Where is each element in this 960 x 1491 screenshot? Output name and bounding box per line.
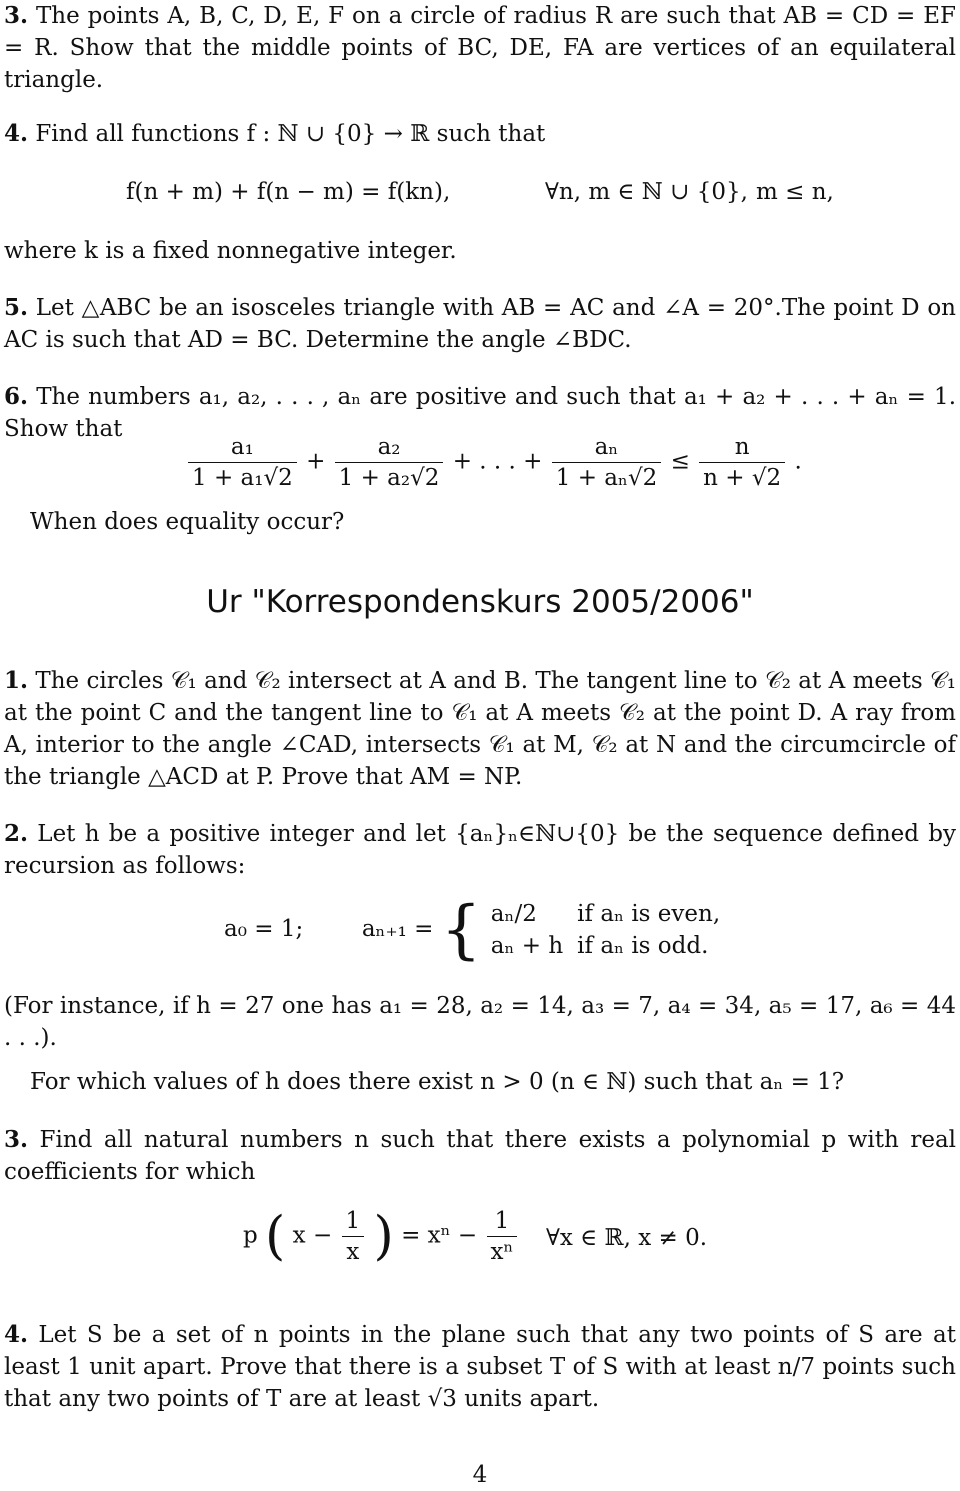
question-text: Let h be a positive integer and let {aₙ}ₙ∈ℕ∪{0} be the sequence defined by recursion as follows: — [4, 821, 956, 879]
fraction-one-over-xn: $\frac{1}{\text{xⁿ}}$ — [487, 1206, 518, 1267]
equation-condition: ∀n, m ∈ ℕ ∪ {0}, — [545, 179, 748, 205]
question-text: Let S be a set of n points in the plane such that any two points of S are at least 1 unit apart. Prove that there is a subset T of S with at least n/7 points such that any two points of T are at least √3 units apart. — [4, 1322, 956, 1412]
page-number: 4 — [472, 1462, 488, 1488]
problem-6-question: When does equality occur? — [30, 509, 345, 535]
question-number: 2. — [4, 820, 29, 847]
question-text: Find all natural numbers n such that there exists a polynomial p with real coefficients for which — [4, 1127, 957, 1185]
problem-text: The numbers a₁, a₂, . . . , aₙ are positive and such that a₁ + a₂ + . . . + aₙ = 1. Show that — [4, 384, 957, 442]
question-2 — [4, 818, 956, 882]
left-brace: { — [440, 893, 482, 967]
problem-number: 6. — [4, 383, 29, 410]
problem-text: Find all functions f : ℕ ∪ {0} → ℝ such that — [35, 121, 546, 147]
problem-number: 3. — [4, 2, 29, 29]
case-row: aₙ + h if aₙ is odd. — [490, 933, 709, 959]
fraction-1: $\frac{\text{a₁}}{\text{1 + a₁√2}}$ — [188, 432, 297, 493]
section-title: Ur "Korrespondenskurs 2005/2006" — [206, 584, 754, 620]
question-number: 4. — [4, 1321, 29, 1348]
inequality: $\frac{\text{a₁}}{\text{1 + a₁√2}}$ + $\frac{\text{a₂}}{\text{1 + a₂√2}}$ + . . . + $\frac{\text{aₙ}}{\text{1 + aₙ√2}}$ ≤ $\frac{n}{n + √2}$ . — [186, 432, 802, 493]
question-number: 1. — [4, 667, 29, 694]
problem-number: 5. — [4, 294, 29, 321]
question-1 — [4, 665, 956, 793]
problem-text: The points A, B, C, D, E, F on a circle of radius R are such that AB = CD = EF = R. Show that the middle points of BC, DE, FA are vertices of an equilateral triangle. — [4, 3, 956, 93]
problem-number: 4. — [4, 120, 29, 147]
question-4 — [4, 1319, 956, 1415]
equation-left: f(n + m) + f(n − m) = f(kn), — [126, 179, 451, 205]
fraction-one-over-x: $\frac{1}{x}$ — [342, 1206, 365, 1267]
fraction-3: $\frac{\text{aₙ}}{\text{1 + aₙ√2}}$ — [552, 432, 661, 493]
question-2-instance: (For instance, if h = 27 one has a₁ = 28, a₂ = 14, a₃ = 7, a₄ = 34, a₅ = 17, a₆ = 44 . . .). — [4, 993, 956, 1051]
problem-5 — [4, 292, 956, 356]
fraction-2: $\frac{\text{a₂}}{\text{1 + a₂√2}}$ — [335, 432, 444, 493]
problem-text: Let △ABC be an isosceles triangle with AB = AC and ∠A = 20°.The point D on AC is such that AD = BC. Determine the angle ∠BDC. — [4, 295, 956, 353]
case-row: aₙ/2 if aₙ is even, — [490, 901, 721, 927]
question-2-question: For which values of h does there exist n > 0 (n ∈ ℕ) such that aₙ = 1? — [30, 1069, 845, 1095]
question-3 — [4, 1124, 956, 1188]
problem-3 — [4, 0, 956, 96]
question-text: The circles 𝒞₁ and 𝒞₂ intersect at A and B. The tangent line to 𝒞₂ at A meets 𝒞₁ at the point C and the tangent line to 𝒞₁ at A meets 𝒞₂ at the point D. A ray from A, interior to the angle ∠CAD, intersects 𝒞₁ at M, 𝒞₂ at N and the circumcircle of the triangle △ACD at P. Prove that AM = NP. — [4, 668, 956, 790]
question-number: 3. — [4, 1126, 29, 1153]
problem-4 — [4, 118, 956, 150]
polynomial-condition: ∀x ∈ ℝ, x ≠ 0. — [546, 1225, 708, 1251]
cases-table — [489, 897, 734, 963]
functional-equation — [126, 176, 450, 208]
fraction-4: $\frac{n}{n + √2}$ — [699, 432, 785, 493]
polynomial-equation: p ( x − $\frac{1}{x}$ ) = xⁿ − $\frac{1}{\text{xⁿ}}$ — [243, 1206, 519, 1267]
problem-4-after: where k is a fixed nonnegative integer. — [4, 238, 457, 264]
equation-condition-2: m ≤ n, — [756, 179, 834, 205]
recursion-formula: a₀ = 1; aₙ₊₁ = { aₙ/2 if aₙ is even, aₙ + h if aₙ is odd. — [224, 897, 734, 963]
